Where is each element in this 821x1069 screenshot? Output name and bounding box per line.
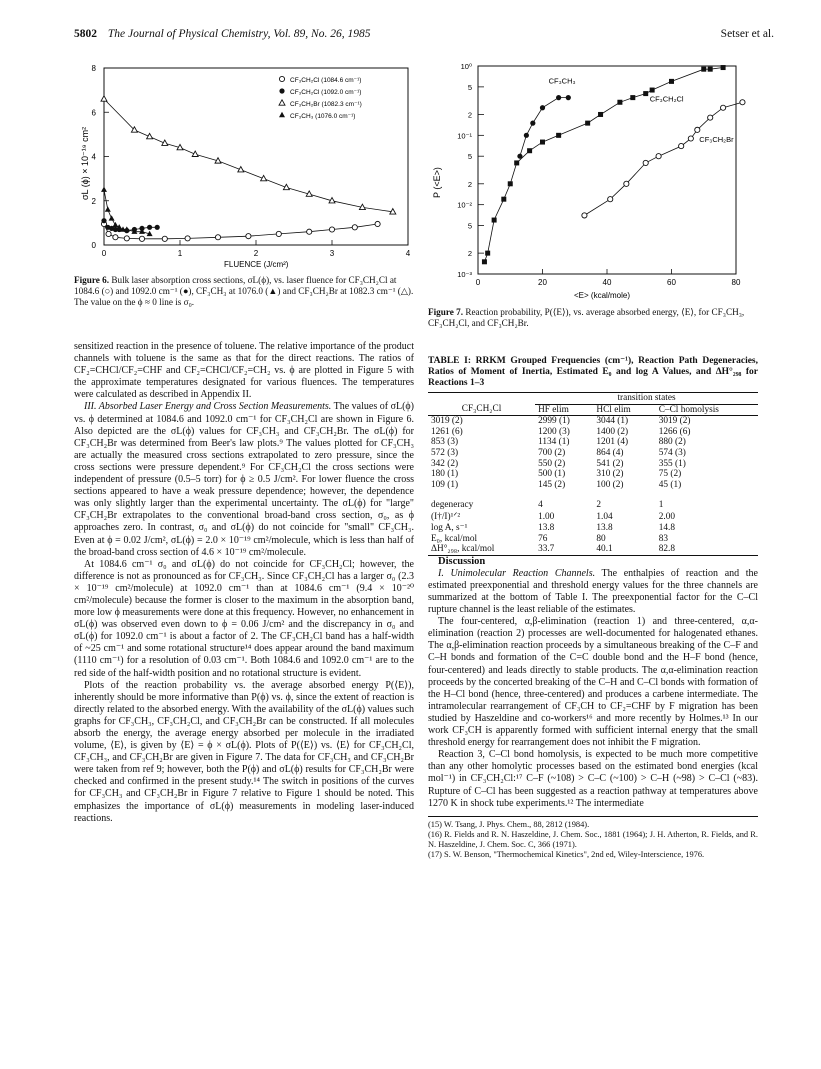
fig6-caption-text: Bulk laser absorption cross sections, σL(ϕ), vs. laser fluence for CF₃CH₂Cl at 1084.6 (○) and 1092.0 cm⁻¹ (●), CF₃CH₃ at 1076.0 (▲) and CF₃CH₂Br at 1082.3 cm⁻¹ (△). The value on the ϕ ≈ 0 line is σ₀. [74,275,414,307]
fig6-y-tick-label: 8 [91,64,96,73]
fig6-legend-marker [279,100,285,105]
fig7-data-point [643,91,648,96]
fig7-x-tick-label: 60 [667,278,676,287]
table-cell: 1 [658,500,664,511]
paragraph: I. Unimolecular Reaction Channels. The enthalpies of reaction and the estimated preexponential and threshold energy values for the three channels are summarized at the bottom of Table I. The preexponential factor for the C–Cl rupture channel is the least reliable of the estimates. [428,567,758,616]
table-row [428,416,758,427]
table-cell: 2 [596,500,602,511]
table-cell: 3044 (1) [596,416,629,427]
fig7-data-point [530,121,535,126]
fig6-data-point [105,206,111,211]
table-cell: 1400 (2) [596,426,629,437]
table-cell: 1.00 [538,512,555,523]
table-span-header: transition states [535,393,758,405]
right-column-text [428,356,758,860]
table-cell: 13.8 [538,522,555,533]
table-row-label: E₀, kcal/mol [431,533,478,544]
table-row-label: ΔH°₂₉₈, kcal/mol [431,544,495,555]
fig6-data-point [147,225,152,230]
table-cell: 1200 (3) [538,426,570,437]
fig6-data-point [106,231,111,236]
fig7-data-point [708,67,713,72]
table-row-label: 109 (1) [431,479,459,490]
fig6-y-axis-label: σL (ϕ) × 10⁻¹⁹ cm² [80,126,90,200]
fig7-data-point [643,160,648,165]
table-cell: 355 (1) [658,458,686,469]
fig7-data-point [740,100,745,105]
fig7-data-point [527,148,532,153]
fig7-data-point [508,181,513,186]
table-cell: 100 (2) [596,479,624,490]
fig6-data-point [307,229,312,234]
table-cell: 550 (2) [538,458,566,469]
table-col-header: HF elim [538,404,569,415]
fig6-x-tick-label: 1 [177,249,183,258]
table-cell: 76 [538,533,548,544]
fig7-caption-text: Reaction probability, P(⟨E⟩), vs. average absorbed energy, ⟨E⟩, for CF₃CH₃, CF₃CH₂Cl, and CF₃CH₂Br. [428,307,745,328]
fig7-data-point [556,95,561,100]
section-title: I. Unimolecular Reaction Channels. [438,567,596,579]
figure-7-chart [426,58,746,303]
fig6-data-point [162,140,168,145]
page-number: 5802 [74,28,97,40]
fig7-y-tick-label: 5 [467,152,472,162]
table-row [428,469,758,480]
section-title: III. Absorbed Laser Energy and Cross Section Measurements. [84,401,332,413]
table-col-header: C–Cl homolysis [658,404,719,415]
fig7-data-point [701,67,706,72]
paragraph: Plots of the reaction probability vs. the average absorbed energy P(⟨E⟩), inherently should be more informative than P(ϕ) vs. ϕ, since the extent of reaction is directly related to the absorbed energy. With the availability of the σL(ϕ) values such graphs for CF₃CH₃, CF₃CH₂Cl, and CF₃CH₂Br can be constructed. If all molecules absorb the energy, the average energy absorbed per molecule in the irradiated volume, ⟨E⟩, is given by ⟨E⟩ = ϕ × σL(ϕ). Plots of P(⟨E⟩) vs. ⟨E⟩ for CF₃CH₂Cl, CF₃CH₃, and CF₃CH₂Br are given in Figure 7. The data for CF₃CH₃ and CF₃CH₂Br were taken from ref 9; however, both the P(ϕ) and σL(ϕ) results for CF₃CH₂Br were checked and confirmed in the present study.¹⁴ The switch in positions of the curves for CF₃CH₃ and CF₃CH₂Br in Figure 7 relative to Figure 1 should be noted. This emphasizes the importance of σL(ϕ) measurements in modeling laser-induced reactions. [74,679,414,824]
fig6-y-tick-label: 2 [91,196,96,206]
table-cell: 1134 (1) [538,437,570,448]
fig7-data-point [540,140,545,145]
table-row-label: log A, s⁻¹ [431,522,468,533]
fig6-data-point [139,236,144,241]
table-cell: 1201 (4) [596,437,629,448]
fig7-data-point [540,105,545,110]
fig6-data-point [375,221,380,226]
table-row-label: 342 (2) [431,458,459,469]
left-column-text [74,341,414,825]
table-cell: 13.8 [596,522,613,533]
discussion-heading: Discussion [438,555,486,567]
fig7-data-point [630,95,635,100]
table-cell: 3019 (2) [658,416,691,427]
fig7-data-point [492,218,497,223]
fig6-data-point [276,231,281,236]
fig7-data-point [650,88,655,93]
figure-7-caption [428,307,758,329]
fig7-y-axis-label: P (<E>) [432,167,442,198]
fig6-data-point [155,225,160,230]
fig7-data-point [585,121,590,126]
table-cell: 2999 (1) [538,416,570,427]
fig6-x-axis-label: FLUENCE (J/cm²) [224,260,289,269]
fig6-data-point [162,236,167,241]
fig7-caption-label: Figure 7. [428,307,464,317]
table-cell: 574 (3) [658,447,686,458]
table-row-label: (I†/I)¹ᐟ² [431,512,461,523]
fig7-y-tick-label: 2 [467,249,472,259]
fig7-data-point [721,65,726,70]
table-row-label: 180 (1) [431,469,459,480]
fig6-data-point [113,235,118,240]
fig7-data-point [485,251,490,256]
paragraph: Reaction 3, C–Cl bond homolysis, is expected to be much more competitive than any other homolytic processes based on the estimated bond energies (kcal mol⁻¹) in CF₃CH₂Cl:¹⁷ C–F (~108) > C–C (~100) > C–H (~98) > C–Cl (~83). Rupture of C–Cl has been suggested as a reaction pathway at temperatures above 1270 K in shock tube experiments.¹² The intermediate [428,749,758,809]
table-cell: 541 (2) [596,458,624,469]
fig7-series-label: CF₃CH₃ [548,76,576,86]
fig7-data-point [708,115,713,120]
reference: (15) W. Tsang, J. Phys. Chem., 88, 2812 (1984). [428,819,590,829]
table-cell: 82.8 [658,544,676,555]
table-cell: 40.1 [596,544,613,555]
fig6-y-tick-label: 6 [91,108,96,118]
fig6-frame [104,68,408,245]
fig7-data-point [556,133,561,138]
table-row [428,480,758,491]
fig6-data-point [352,225,357,230]
fig7-series-label: CF₃CH₂Br [699,134,734,144]
running-authors: Setser et al. [720,28,774,40]
paragraph: sensitized reaction in the presence of toluene. The relative importance of the product channels with toluene is the same as that for the direct reactions. The ratios of CF₂=CHCl/CF₂=CHF and CF₂=CHCl/CF₂=CH₂ vs. ϕ are plotted in Figure 5 with the approximate temperatures designated for various fluences. The temperatures were calculated as described in Appendix II. [74,341,414,401]
table-cell: 1266 (6) [658,426,691,437]
table-row-label: degeneracy [431,500,474,511]
fig6-x-tick-label: 0 [101,249,107,258]
table-row [428,512,758,523]
fig7-y-tick-label: 10⁻³ [457,270,472,279]
fig6-y-tick-label: 4 [91,152,96,162]
table-row [428,523,758,534]
paragraph: The four-centered, α,β-elimination (reaction 1) and three-centered, α,α-elimination (reaction 2) processes are well-documented for halogenated ethanes. The α,β-elimination reaction proceeds by a simultaneous breaking of the C–F and C–H bonds and formation of the C=C double bond and the H–F bond (hence, four-centered) and leads directly to stable products. The α,α-elimination reaction proceeds by the concerted breaking of the C–H and C–Cl bonds with formation of the H–Cl bond (hence, three-centered) and produces a carbene intermediate. The intramolecular rearrangement of CF₃CH to CF₂=CHF by F migration has been studied by Haszeldine and co-workers¹⁶ and more recently by Holmes.¹³ In our work CF₃CH is apparently formed with sufficient internal energy that the small threshold energy for rearrangement does not inhibit the F migration. [428,616,758,749]
fig7-data-point [669,79,674,84]
fig6-data-point [185,236,190,241]
paragraph: III. Absorbed Laser Energy and Cross Section Measurements. The values of σL(ϕ) vs. ϕ determined at 1084.6 and 1092.0 cm⁻¹ for CF₃CH₂Cl are shown in Figure 6. Also depicted are the σL(ϕ) values for CF₃CH₃ and CF₃CH₂Br. The σL(ϕ) for CF₃CH₂Br was determined from Beer's law plots.⁹ The values plotted for CF₃CH₃ are actually the measured cross sections extrapolated to zero pressure, since the cross sections were pressure dependent.⁹ For CF₃CH₂Cl the cross sections were independent of pressure (0.5–5 torr) for ϕ ≥ 0.5 J/cm². For lower fluence the cross sections appeared to have a weak pressure dependence; however, the dependence was only slightly larger than the experimental uncertainty. The σL(ϕ) for "large" CF₃CH₂Br extrapolates to the conventional broad-band cross section, σ₀, as ϕ approaches zero. In contrast, σ₀ and σL(ϕ) do not coincide for "small" CF₃CH₃. Even at ϕ = 0.02 J/cm², σL(ϕ) = 2.0 × 10⁻¹⁹ cm²/molecule, which is less than half of the broad-band cross section of 4.6 × 10⁻¹⁹ cm²/molecule. [74,401,414,558]
fig7-x-tick-label: 80 [731,278,741,287]
fig6-x-tick-label: 4 [405,249,411,258]
table-row [428,544,758,555]
fig7-x-tick-label: 20 [538,278,547,287]
fig7-frame [478,66,736,274]
fig7-y-tick-label: 5 [467,221,472,231]
table-1 [428,392,758,556]
table-cell: 145 (2) [538,479,566,490]
fig7-y-tick-label: 2 [467,179,472,189]
fig7-data-point [524,133,529,138]
table-cell: 864 (4) [596,447,624,458]
fig7-series-curve [485,68,724,262]
paragraph: At 1084.6 cm⁻¹ σ₀ and σL(ϕ) do not coincide for CF₃CH₂Cl; however, the difference is not as pronounced as for CF₃CH₃. Since CF₃CH₂Cl has a larger σ₀ (2.3 × 10⁻¹⁹ cm²/molecule) at 1092.0 cm⁻¹ than at 1084.6 cm⁻¹ (9.4 × 10⁻²⁰ cm²/molecule) because the former is closer to the maximum in the absorption band, more low ϕ measurements were done at this frequency. However, no enhancement in σL(ϕ) was observed even down to ϕ = 0.06 J/cm² and the discrepancy in σ₀ and σL(ϕ) for 1092.0 cm⁻¹ is about a factor of 2. The CF₃CH₂Cl band has a half-width of ~25 cm⁻¹ and some rotational structure¹⁴ does appear around the band maximum (1110 cm⁻¹) for a resolution of 0.03 cm⁻¹. Both 1084.6 and 1092.0 cm⁻¹ are to the red side of the half-width position and no rotational structure is evident. [74,558,414,679]
figure-6-caption [74,275,414,307]
fig7-y-tick-label: 2 [467,110,472,120]
fig6-data-point [124,226,130,231]
table-cell: 80 [596,533,606,544]
fig7-data-point [501,197,506,202]
fig6-data-point [215,235,220,240]
fig7-y-tick-label: 10⁻² [457,200,472,210]
fig7-data-point [514,160,519,165]
fig7-x-tick-label: 40 [602,278,612,287]
table-cell: 880 (2) [658,437,686,448]
table-row [428,448,758,459]
fig6-data-point [101,96,107,101]
table-row [428,459,758,470]
fig7-y-tick-label: 10⁰ [460,62,472,71]
fig6-legend-marker [279,88,284,93]
fig7-data-point [617,100,622,105]
fig6-data-point [112,222,118,227]
fig7-data-point [566,95,571,100]
table-col-header: CF₃CH₂Cl [461,404,502,415]
table-cell: 45 (1) [658,479,682,490]
table-row [428,490,758,512]
fig6-data-point [109,215,115,220]
fig7-data-point [582,213,587,218]
fig6-caption-label: Figure 6. [74,275,110,285]
fig6-data-point [329,227,334,232]
table-cell: 83 [658,533,669,544]
fig7-data-point [695,127,700,132]
table-1-title: TABLE I: RRKM Grouped Frequencies (cm⁻¹), Reaction Path Degeneracies, Ratios of Moment of Inertia, Estimated E₀ and log A Values, and ΔH°₂₉₈ for Reactions 1–3 [428,356,758,388]
table-cell: 4 [538,500,543,511]
figure-6-chart [74,60,414,275]
table-col-header: HCl elim [596,404,631,415]
table-cell: 700 (2) [538,447,566,458]
table-row-label: 1261 (6) [431,426,463,437]
table-cell: 2.00 [658,512,676,523]
fig6-legend-marker [279,76,284,81]
fig7-y-tick-label: 5 [467,82,472,92]
fig6-legend-entry: CF₃CH₃ (1076.0 cm⁻¹) [290,113,356,120]
fig6-legend-entry: CF₃CH₂Cl (1084.6 cm⁻¹) [290,77,362,84]
table-cell: 1.04 [596,512,613,523]
table-row [428,534,758,545]
fig7-data-point [656,154,661,159]
table-cell: 310 (2) [596,469,624,480]
table-cell: 75 (2) [658,469,682,480]
fig7-data-point [679,143,684,148]
references [428,816,758,860]
table-row [428,427,758,438]
fig6-data-point [101,186,107,191]
fig7-data-point [688,136,693,141]
fig7-data-point [598,112,603,117]
table-row-label: 3019 (2) [431,416,463,427]
fig6-x-tick-label: 3 [329,249,335,258]
page-header [74,28,774,44]
fig7-series-label: CF₃CH₂Cl [649,94,684,104]
fig6-legend-entry: CF₃CH₂Br (1082.3 cm⁻¹) [290,101,362,108]
fig6-data-point [246,234,251,239]
reference: (16) R. Fields and R. N. Haszeldine, J. Chem. Soc., 1881 (1964); J. H. Atherton, R. Fields, and R. N. Haszeldine, J. Chem. Soc. C, 366 (1971). [428,829,758,849]
fig7-data-point [624,181,629,186]
table-row-label: 853 (3) [431,437,459,448]
table-cell: 500 (1) [538,469,566,480]
table-cell: 14.8 [658,522,676,533]
fig6-data-point [101,218,106,223]
fig6-series-curve [104,224,378,239]
fig7-data-point [608,197,613,202]
fig6-legend-entry: CF₃CH₂Cl (1092.0 cm⁻¹) [290,89,362,96]
reference: (17) S. W. Benson, "Thermochemical Kinetics", 2nd ed, Wiley-Interscience, 1976. [428,849,705,859]
fig6-data-point [124,236,129,241]
fig6-legend-marker [279,112,285,117]
fig7-data-point [517,154,522,159]
fig7-x-tick-label: 0 [475,278,481,287]
table-row [428,437,758,448]
fig7-y-tick-label: 10⁻¹ [457,131,472,141]
fig6-x-tick-label: 2 [253,249,259,258]
fig7-data-point [721,105,726,110]
journal-citation: The Journal of Physical Chemistry, Vol. 89, No. 26, 1985 [107,28,371,40]
fig7-data-point [482,259,487,264]
fig7-x-axis-label: <E> (kcal/mole) [574,291,631,300]
table-row-label: 572 (3) [431,447,459,458]
table-cell: 33.7 [538,544,555,555]
fig6-y-tick-label: 0 [91,241,96,250]
